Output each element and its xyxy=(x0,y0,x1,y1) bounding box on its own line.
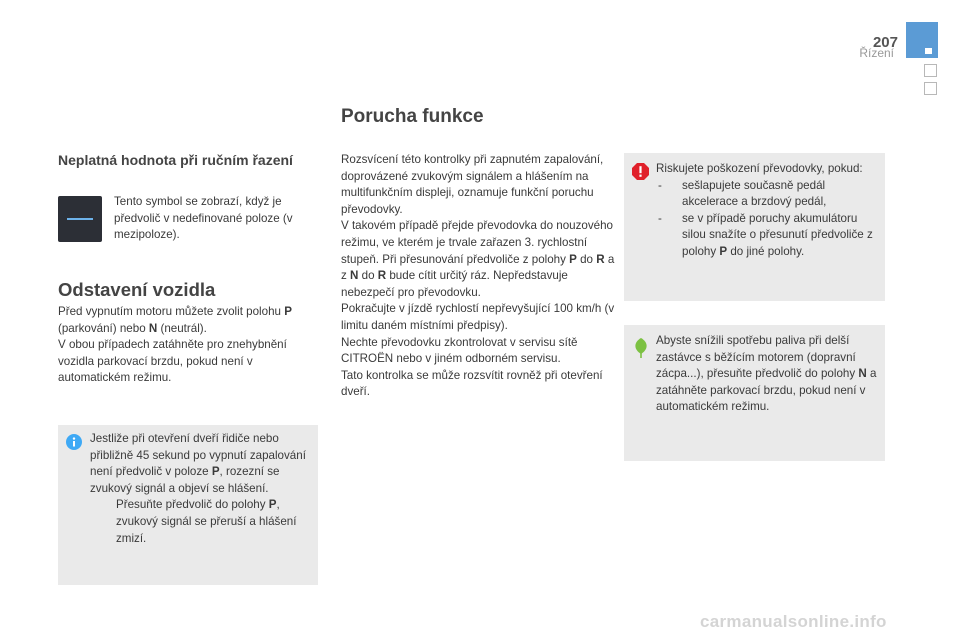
text-run: , zvukový signál se přeruší a hlášení zmizí. xyxy=(116,498,297,545)
eco-text xyxy=(656,333,880,416)
text-run: (neutrál). xyxy=(157,321,207,335)
warning-box xyxy=(624,153,885,301)
tab-marker-icon xyxy=(925,48,932,54)
warning-icon xyxy=(632,163,649,180)
text-run: (parkování) nebo xyxy=(58,321,149,335)
text-run: se v případě poruchy akumulátoru silou snažíte o přesunutí předvoliče z polohy xyxy=(682,211,873,258)
section-label: Řízení xyxy=(859,46,894,60)
parking-text xyxy=(58,304,314,387)
section-tab[interactable] xyxy=(924,64,937,77)
text-run: Tato kontrolka se může rozsvítit rovněž při otevření dveří. xyxy=(341,368,603,399)
info-box xyxy=(58,425,318,585)
heading-invalid-value: Neplatná hodnota při ručním řazení xyxy=(58,152,293,168)
list-item xyxy=(656,178,880,211)
heading-parking: Odstavení vozidla xyxy=(58,279,216,300)
position-r: R xyxy=(377,269,387,283)
text-run: , rozezní se zvukový signál a objeví se hlášení. xyxy=(90,465,280,495)
text-run: Riskujete poškození převodovky, pokud: xyxy=(656,162,863,175)
info-icon xyxy=(66,434,82,450)
position-n: N xyxy=(148,321,158,335)
list-dash: - xyxy=(658,211,662,225)
text-run: a zatáhněte parkovací brzdu, pokud není v automatickém režimu. xyxy=(656,367,877,414)
info-text xyxy=(90,431,312,547)
text-run: do jiné polohy. xyxy=(727,244,805,258)
symbol-description: Tento symbol se zobrazí, když je předvolič v nedefinované poloze (v mezipoloze). xyxy=(114,195,293,242)
text-run: V obou případech zatáhněte pro znehybnění vozidla parkovací brzdu, pokud není v automatickém režimu. xyxy=(58,338,287,385)
watermark: carmanualsonline.info xyxy=(700,612,887,631)
position-r: R xyxy=(596,252,605,266)
gear-fault-symbol xyxy=(58,196,102,242)
list-item xyxy=(656,211,880,261)
position-p: P xyxy=(268,498,277,512)
warning-text xyxy=(656,161,880,261)
fault-text xyxy=(341,152,615,401)
text-run: Před vypnutím motoru můžete zvolit polohu xyxy=(58,305,285,318)
eco-tip-box xyxy=(624,325,885,461)
text-run: sešlapujete současně pedál akcelerace a brzdový pedál, xyxy=(682,178,827,209)
position-p: P xyxy=(211,465,220,479)
dash-icon xyxy=(67,218,93,220)
position-n: N xyxy=(350,269,359,283)
text-run: bude cítit určitý ráz. Nepředstavuje nebezpečí pro převodovku. xyxy=(341,269,568,299)
position-p: P xyxy=(284,305,292,318)
eco-leaf-icon xyxy=(632,337,650,359)
text-run: Jestliže při otevření dveří řidiče nebo přibližně 45 sekund po vypnutí zapalování není předvolič v poloze xyxy=(90,432,306,479)
text-run: do xyxy=(576,252,597,266)
text-run: Rozsvícení této kontrolky při zapnutém zapalování, doprovázené zvukovým signálem a hlášením na multifunkčním displeji, oznamuje funkční poruchu převodovky. xyxy=(341,153,604,216)
list-dash: - xyxy=(658,178,662,192)
position-p: P xyxy=(569,252,577,266)
text-run: do xyxy=(358,269,378,283)
page-number: 207 xyxy=(872,34,898,51)
text-run: Nechte převodovku zkontrolovat v servisu sítě CITROËN nebo v jiném odborném servisu. xyxy=(341,335,578,366)
text-run: Abyste snížili spotřebu paliva při delší zastávce s běžícím motorem (dopravní zácpa...), přesuňte předvolič do polohy xyxy=(656,334,859,381)
position-n: N xyxy=(858,367,867,381)
text-run: a z xyxy=(341,252,615,283)
page-title: Porucha funkce xyxy=(341,106,484,127)
text-run: Pokračujte v jízdě rychlostí nepřevyšující 100 km/h (v limitu daném místními předpisy). xyxy=(341,302,615,332)
section-tab-active[interactable] xyxy=(906,22,938,58)
section-tab[interactable] xyxy=(924,82,937,95)
text-run: Přesuňte předvolič do polohy xyxy=(116,498,269,512)
bullet-item xyxy=(90,497,312,547)
text-run: V takovém případě přejde převodovka do nouzového režimu, ve kterém je trvale zařazen 3. rychlostní stupeň. Při přesunování předvoliče z polohy xyxy=(341,219,613,266)
position-p: P xyxy=(719,244,728,258)
